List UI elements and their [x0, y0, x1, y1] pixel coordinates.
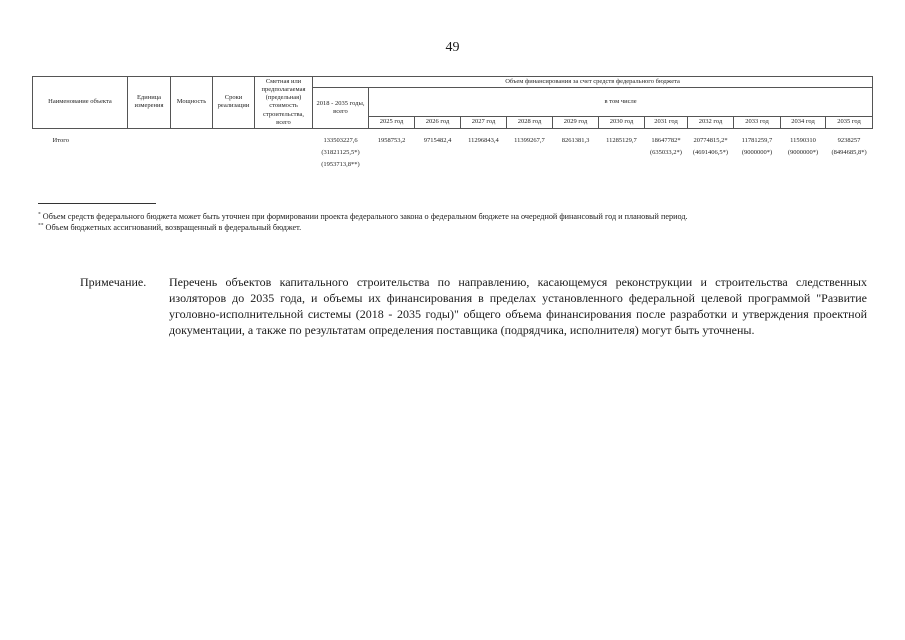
row-estimated-cost — [255, 128, 313, 147]
header-year: 2030 год — [599, 116, 645, 128]
row-name — [33, 147, 128, 159]
row-year-value: (4691406,5*) — [692, 148, 729, 156]
row-total: (31821125,5*) — [321, 148, 360, 156]
row-year-value: 11590310 — [790, 136, 816, 144]
row-capacity — [171, 159, 213, 171]
row-year-value: 11285129,7 — [606, 136, 637, 144]
row-name — [33, 159, 128, 171]
row-unit — [128, 147, 171, 159]
header-year: 2029 год — [553, 116, 599, 128]
header-year: 2035 год — [826, 116, 873, 128]
footnote-1 — [38, 211, 868, 222]
row-name: Итого — [52, 136, 69, 144]
header-year: 2031 год — [645, 116, 688, 128]
footnote-1-text: Объем средств федерального бюджета может быть уточнен при формировании проекта федерального закона о федеральном бюджете на очередной финансовый год и плановый период. — [40, 212, 688, 221]
row-year-value: 18647782* — [651, 136, 681, 144]
header-funding-group: Объем финансирования за счет средств федерального бюджета — [313, 77, 873, 88]
row-year-value — [415, 147, 461, 159]
row-year-value: 9238257 — [837, 136, 861, 144]
row-year-value: (635033,2*) — [650, 148, 682, 156]
row-year-value — [507, 159, 553, 171]
row-year-value — [553, 159, 599, 171]
header-year: 2026 год — [415, 116, 461, 128]
row-year-value: 20774815,2* — [693, 136, 728, 144]
footnote-2-text: Объем бюджетных ассигнований, возвращенный в федеральный бюджет. — [43, 223, 302, 233]
row-estimated-cost — [255, 147, 313, 159]
footnote-1-mark: * — [38, 211, 41, 218]
row-terms — [213, 159, 255, 171]
footnote-2 — [38, 222, 868, 233]
header-terms: Сроки реализации — [213, 77, 255, 129]
table-row — [33, 159, 873, 171]
row-year-value — [688, 159, 734, 171]
row-year-value — [645, 159, 688, 171]
row-year-value: 8261381,3 — [561, 136, 590, 144]
footnote-2-mark: ** — [38, 222, 44, 229]
header-year: 2032 год — [688, 116, 734, 128]
row-year-value — [781, 159, 826, 171]
table-header — [33, 77, 873, 129]
header-year: 2033 год — [734, 116, 781, 128]
note-text: Перечень объектов капитального строительства по направлению, касающемуся реконструкции и строительства следственных изоляторов до 2035 года, и объемы их финансирования в пределах установленного федеральной целевой программой "Развитие уголовно-исполнительной системы (2018 - 2035 годы)" общего объема финансирования после разработки и утверждения проектной документации, а также по результатам определения поставщика (подрядчика, исполнителя) могут быть уточнены. — [169, 275, 867, 337]
row-estimated-cost — [255, 159, 313, 171]
row-year-value: (8494685,8*) — [831, 148, 867, 156]
footnotes — [38, 211, 868, 234]
funding-table — [32, 76, 873, 171]
page-number: 49 — [445, 40, 460, 55]
table-row — [33, 128, 873, 147]
row-year-value — [369, 159, 415, 171]
header-estimated-cost: Сметная или предполагаемая (предельная) стоимость строительства, всего — [255, 77, 313, 129]
row-year-value — [599, 147, 645, 159]
table-row — [33, 147, 873, 159]
row-year-value: (9000000*) — [741, 148, 773, 156]
row-year-value: 9715482,4 — [423, 136, 452, 144]
row-year-value: (9000000*) — [787, 148, 819, 156]
row-total: 133503227,6 — [323, 136, 358, 144]
row-year-value — [599, 159, 645, 171]
row-year-value: 11399267,7 — [514, 136, 545, 144]
header-year: 2028 год — [507, 116, 553, 128]
row-year-value — [461, 147, 507, 159]
row-capacity — [171, 147, 213, 159]
row-terms — [213, 128, 255, 147]
header-object-name: Наименование объекта — [33, 77, 128, 129]
row-total: (1953713,8**) — [321, 161, 360, 168]
header-total-years: 2018 - 2035 годы, всего — [313, 88, 369, 129]
row-terms — [213, 147, 255, 159]
row-year-value: 1958753,2 — [377, 136, 406, 144]
row-year-value — [734, 159, 781, 171]
row-year-value: 11296843,4 — [468, 136, 499, 144]
note-label: Примечание. — [80, 275, 147, 289]
row-capacity — [171, 128, 213, 147]
header-year: 2025 год — [369, 116, 415, 128]
header-year: 2027 год — [461, 116, 507, 128]
footnote-separator — [38, 203, 156, 204]
note-block — [80, 275, 867, 339]
header-including: в том числе — [369, 88, 873, 117]
row-unit — [128, 159, 171, 171]
row-year-value — [461, 159, 507, 171]
row-year-value — [415, 159, 461, 171]
header-year: 2034 год — [781, 116, 826, 128]
row-year-value: 11781259,7 — [741, 136, 773, 144]
table-body — [33, 128, 873, 171]
row-unit — [128, 128, 171, 147]
row-year-value — [369, 147, 415, 159]
header-unit: Единица измерения — [128, 77, 171, 129]
row-year-value — [507, 147, 553, 159]
header-capacity: Мощность — [171, 77, 213, 129]
row-year-value — [826, 159, 873, 171]
row-year-value — [553, 147, 599, 159]
